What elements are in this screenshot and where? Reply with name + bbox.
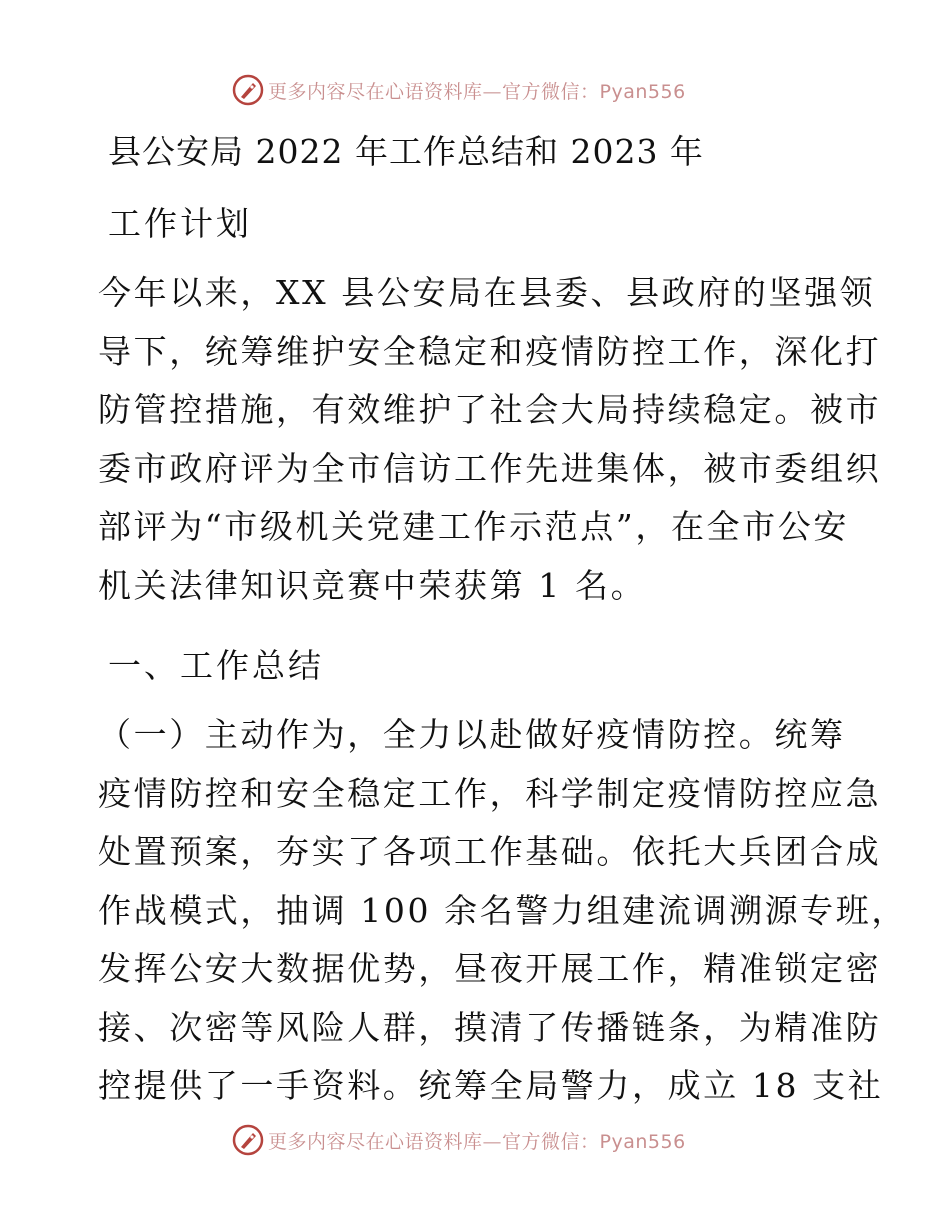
watermark-text [268, 77, 686, 104]
watermark-official-label: 官方微信： [502, 1130, 600, 1153]
section-heading: 一、工作总结 [108, 646, 324, 685]
footer-watermark [232, 1120, 686, 1160]
paragraph-line: 部评为“市级机关党建工作示范点”，在全市公安 [98, 507, 849, 546]
paragraph-line: 机关法律知识竞赛中荣获第 1 名。 [98, 565, 647, 605]
pen-nib-logo-icon [232, 74, 264, 106]
paragraph-line: 今年以来，XX 县公安局在县委、县政府的坚强领 [98, 273, 876, 312]
paragraph-line: 接、次密等风险人群，摸清了传播链条，为精准防 [98, 1007, 882, 1047]
watermark-slogan: 更多内容尽在心语资料库 [268, 80, 483, 103]
section1-paragraph [98, 706, 907, 1116]
watermark-slogan: 更多内容尽在心语资料库 [268, 1130, 483, 1153]
paragraph-line: 疫情防控和安全稳定工作，科学制定疫情防控应急 [98, 773, 882, 813]
paragraph-line: 发挥公安大数据优势，昼夜开展工作，精准锁定密 [98, 949, 882, 988]
paragraph-line: 防管控措施，有效维护了社会大局持续稳定。被市 [98, 390, 882, 429]
paragraph-line: （一）主动作为，全力以赴做好疫情防控。统筹 [98, 715, 846, 754]
paragraph-line: 控提供了一手资料。统筹全局警力，成立 18 支社 [98, 1066, 884, 1105]
watermark-dash: — [482, 1130, 503, 1153]
pen-nib-logo-icon [232, 1124, 264, 1156]
header-watermark [232, 70, 686, 110]
paragraph-line: 作战模式，抽调 100 余名警力组建流调溯源专班， [98, 890, 907, 930]
watermark-text [268, 1127, 686, 1154]
watermark-wechat-id: Pyan556 [599, 1130, 686, 1153]
watermark-wechat-id: Pyan556 [599, 80, 686, 103]
watermark-dash: — [482, 80, 503, 103]
intro-paragraph [98, 264, 881, 615]
paragraph-line: 处置预案，夯实了各项工作基础。依托大兵团合成 [98, 832, 882, 871]
document-title-line-2: 工作计划 [108, 204, 252, 243]
watermark-official-label: 官方微信： [502, 80, 600, 103]
document-title-line-1: 县公安局 2022 年工作总结和 2023 年 [108, 132, 704, 171]
paragraph-line: 导下，统筹维护安全稳定和疫情防控工作，深化打 [98, 331, 882, 371]
paragraph-line: 委市政府评为全市信访工作先进集体，被市委组织 [98, 448, 882, 488]
